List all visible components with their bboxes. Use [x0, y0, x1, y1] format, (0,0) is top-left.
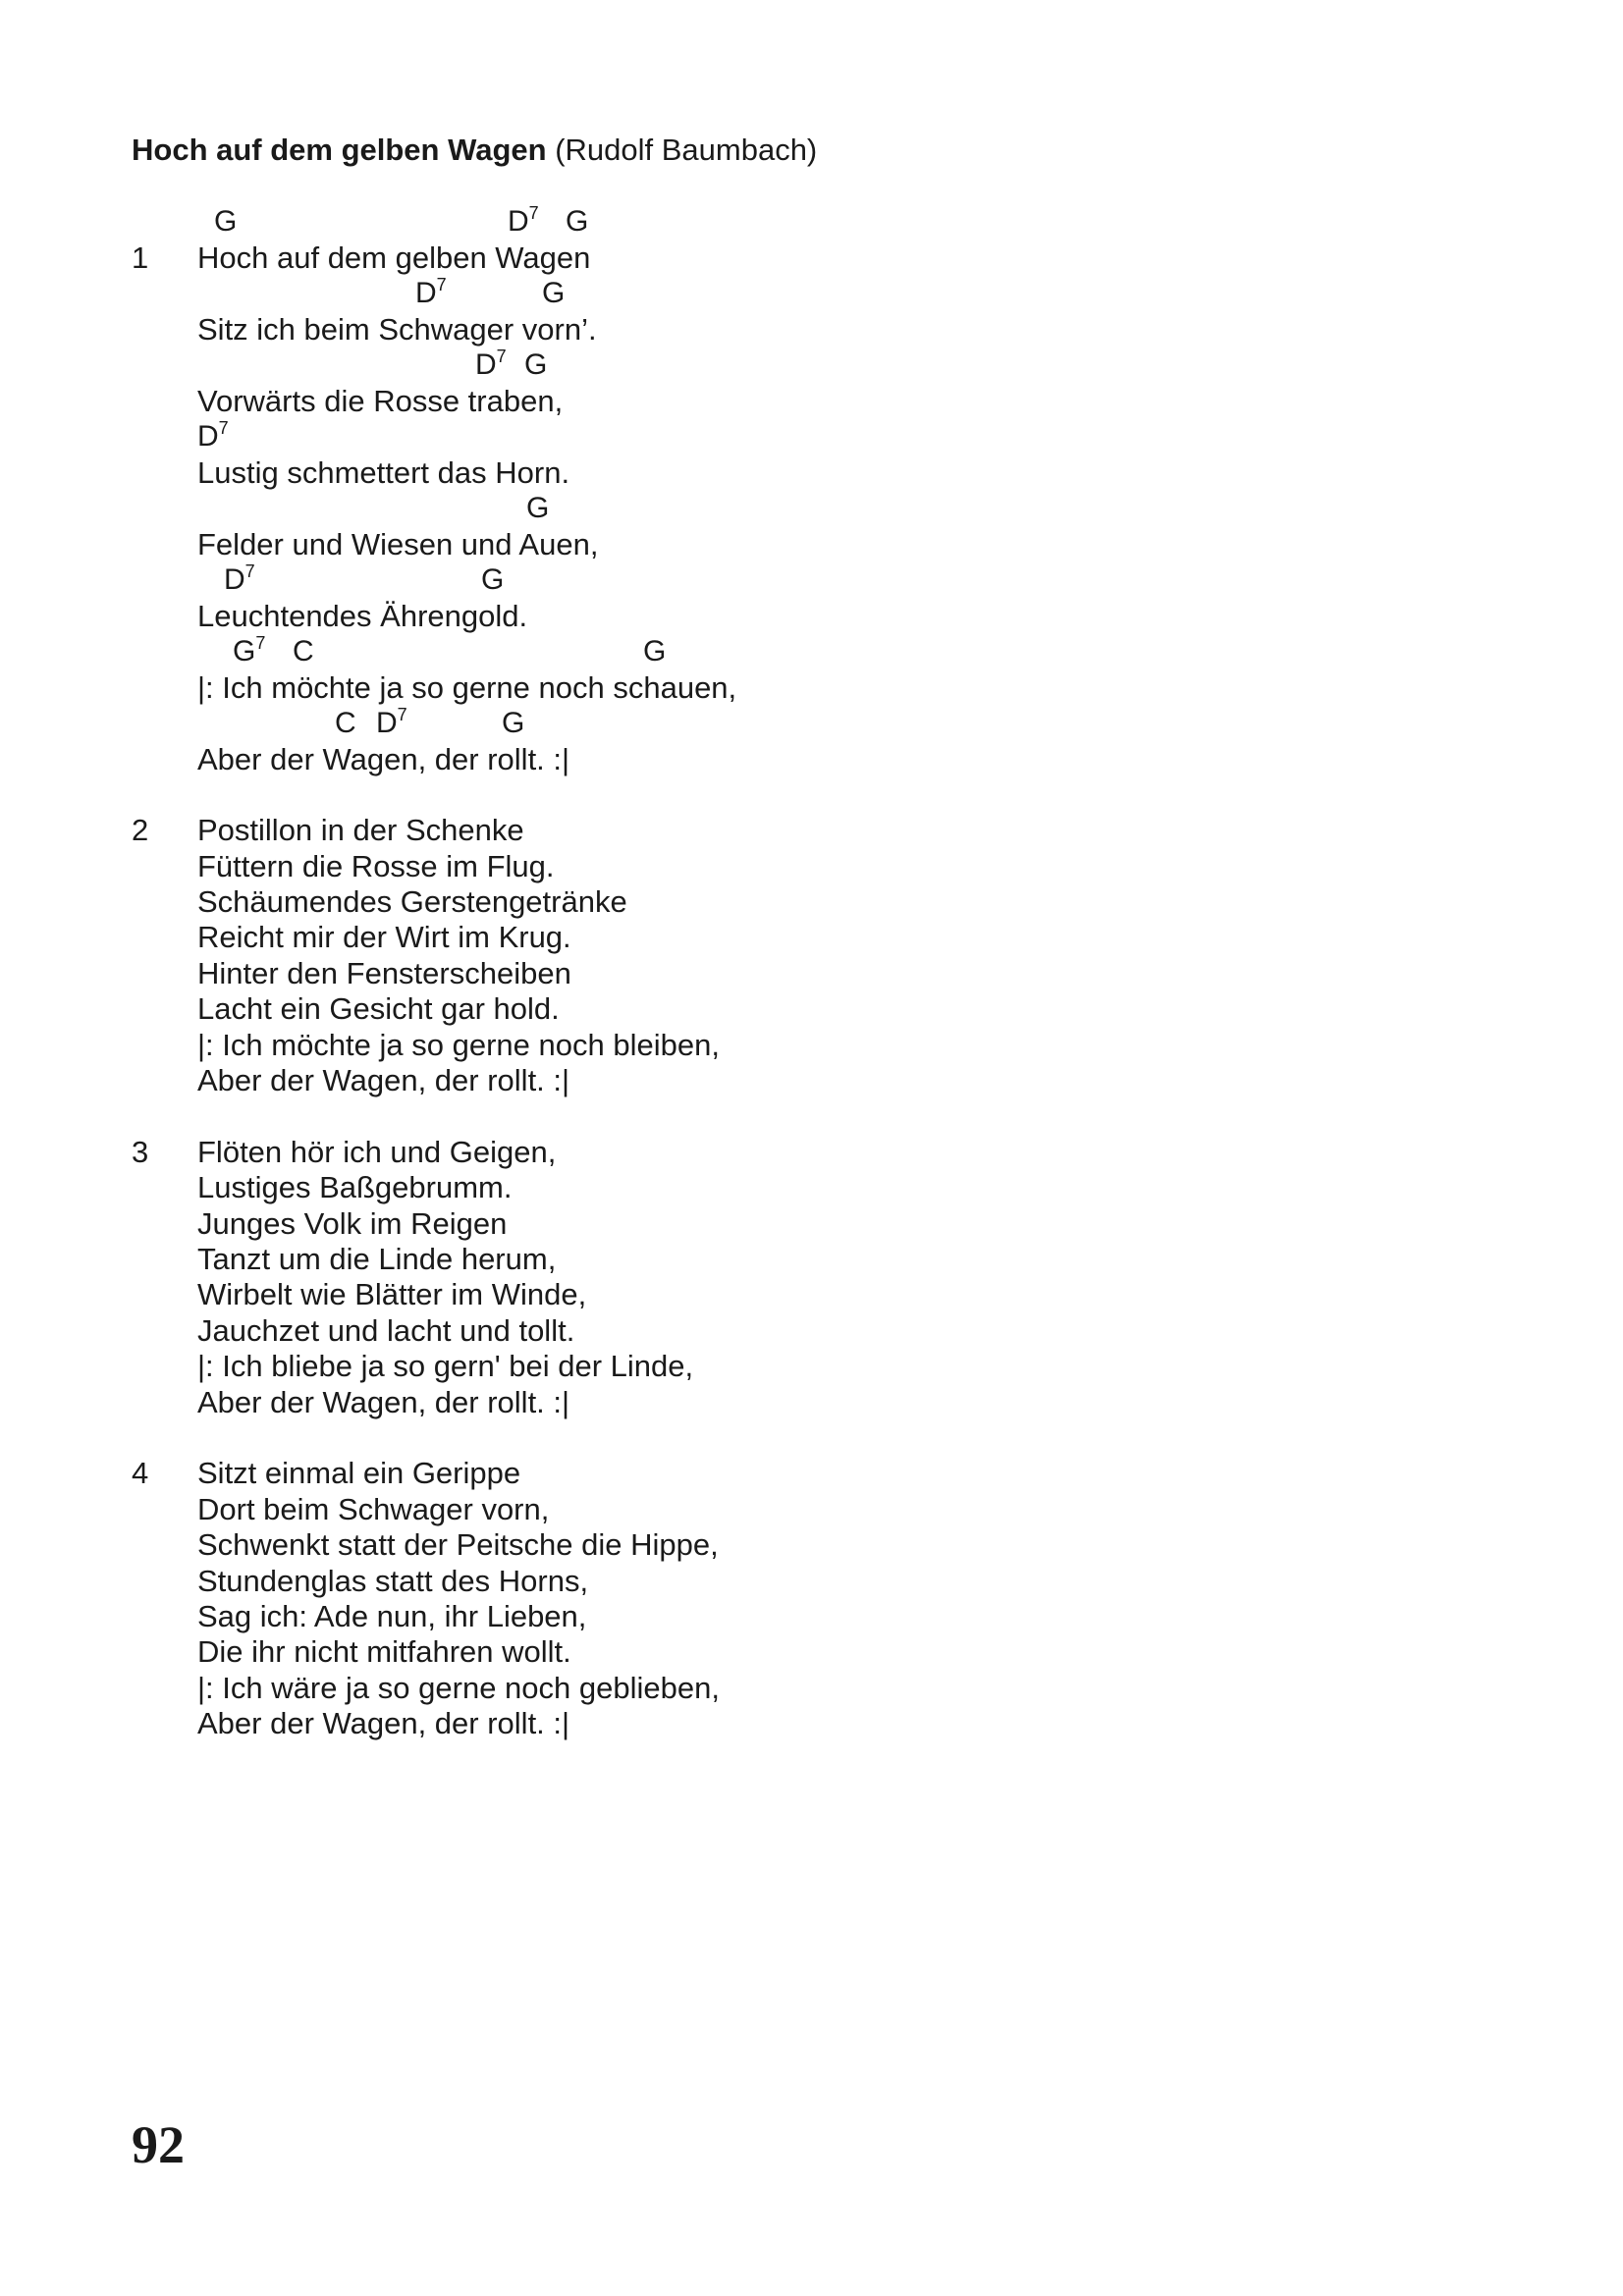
chord: G — [526, 492, 550, 524]
lyric-line: Aber der Wagen, der rollt. :| — [197, 742, 570, 776]
chord: $D^7$ — [508, 203, 539, 238]
lyric-line: Schwenkt statt der Peitsche die Hippe, — [197, 1527, 719, 1562]
verse-number: 1 — [132, 240, 149, 275]
lyric-line: Die ihr nicht mitfahren wollt. — [197, 1634, 571, 1669]
lyric-line: Sitzt einmal ein Gerippe — [197, 1456, 521, 1490]
lyric-line: Felder und Wiesen und Auen, — [197, 527, 599, 561]
lyric-line: Sitz ich beim Schwager vorn’. — [197, 312, 597, 347]
lyric-line: |: Ich möchte ja so gerne noch schauen, — [197, 670, 737, 705]
verse-number: 4 — [132, 1456, 149, 1490]
lyric-line: Jauchzet und lacht und tollt. — [197, 1313, 575, 1348]
lyric-line: |: Ich wäre ja so gerne noch geblieben, — [197, 1671, 720, 1705]
lyric-line: Lacht ein Gesicht gar hold. — [197, 991, 560, 1026]
song-title — [132, 133, 817, 168]
lyric-line: Aber der Wagen, der rollt. :| — [197, 1385, 570, 1419]
song-author: (Rudolf Baumbach) — [555, 133, 818, 167]
chord: G — [524, 348, 548, 381]
page-number: 92 — [132, 2115, 185, 2174]
chord: G — [214, 205, 238, 238]
chord: $D^7$ — [224, 561, 255, 596]
lyric-line: Vorwärts die Rosse traben, — [197, 384, 564, 418]
lyric-line: Hinter den Fensterscheiben — [197, 956, 571, 990]
lyric-line: Schäumendes Gerstengetränke — [197, 884, 627, 919]
lyric-line: Reicht mir der Wirt im Krug. — [197, 920, 571, 954]
chord: G — [643, 635, 667, 667]
lyric-line: Tanzt um die Linde herum, — [197, 1242, 557, 1276]
lyric-line: Sag ich: Ade nun, ihr Lieben, — [197, 1599, 587, 1633]
chord: G — [542, 277, 566, 309]
lyric-line: Füttern die Rosse im Flug. — [197, 849, 555, 883]
chord: $D^7$ — [415, 275, 447, 309]
lyric-line: |: Ich möchte ja so gerne noch bleiben, — [197, 1028, 720, 1062]
verse-number: 2 — [132, 813, 149, 847]
lyric-line: Junges Volk im Reigen — [197, 1206, 508, 1241]
chord: $D^7$ — [197, 418, 229, 453]
lyric-line: Postillon in der Schenke — [197, 813, 524, 847]
chord: C — [335, 707, 356, 739]
chord: G — [502, 707, 525, 739]
chord: $D^7$ — [376, 705, 407, 739]
chord: C — [293, 635, 314, 667]
lyric-line: Dort beim Schwager vorn, — [197, 1492, 550, 1526]
lyric-line: Aber der Wagen, der rollt. :| — [197, 1706, 570, 1740]
chord: G — [566, 205, 589, 238]
chord: G — [481, 563, 505, 596]
lyric-line: Flöten hör ich und Geigen, — [197, 1135, 557, 1169]
lyric-line: Leuchtendes Ährengold. — [197, 599, 528, 633]
lyric-line: Stundenglas statt des Horns, — [197, 1564, 589, 1598]
lyric-line: |: Ich bliebe ja so gern' bei der Linde, — [197, 1349, 694, 1383]
lyric-line: Wirbelt wie Blätter im Winde, — [197, 1277, 587, 1311]
lyric-line: Hoch auf dem gelben Wagen — [197, 240, 591, 275]
chord: $D^7$ — [475, 347, 507, 381]
lyric-line: Aber der Wagen, der rollt. :| — [197, 1063, 570, 1097]
verse-number: 3 — [132, 1135, 149, 1169]
lyric-line: Lustig schmettert das Horn. — [197, 455, 570, 490]
song-title-main: Hoch auf dem gelben Wagen — [132, 133, 547, 167]
lyric-line: Lustiges Baßgebrumm. — [197, 1170, 513, 1204]
chord: $G^7$ — [233, 633, 266, 667]
